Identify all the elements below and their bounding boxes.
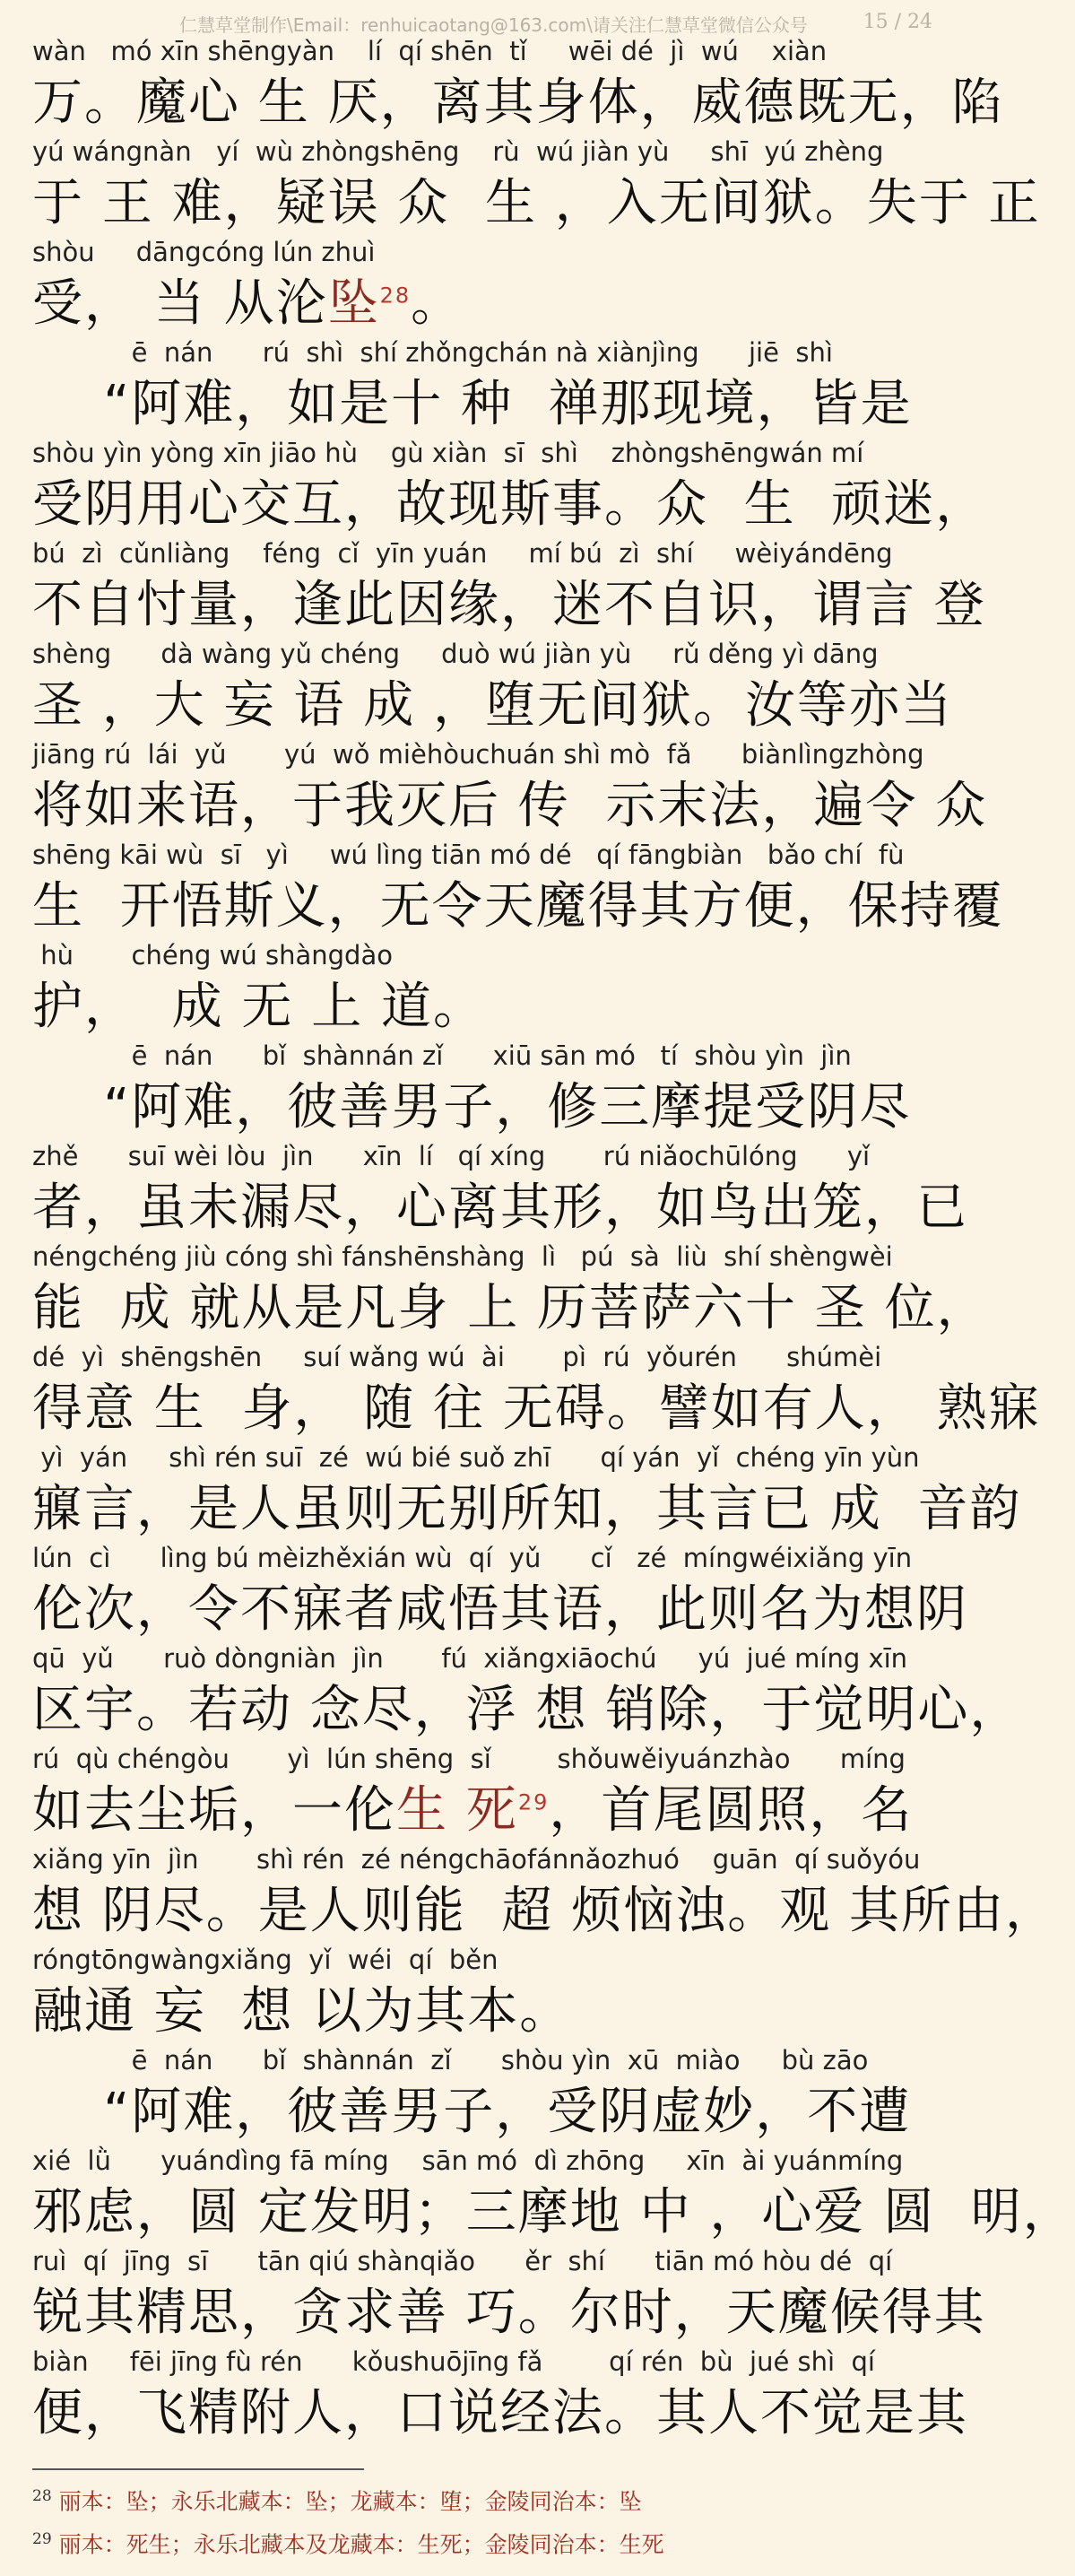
hanzi-line <box>32 2282 1001 2345</box>
highlighted-term: 生 死 <box>396 1781 518 1840</box>
text-line <box>0 438 988 538</box>
footnote-text: 丽本：死生；永乐北藏本及龙藏本：生死；金陵同治本：生死 <box>58 2531 664 2558</box>
pinyin-line: ē nán rú shì shí zhǒngchán nà xiànjìng jiē shì <box>32 337 833 368</box>
text-line <box>0 136 1041 237</box>
hanzi-line <box>32 474 1001 536</box>
hanzi-text: 者，虽未漏尽，心离其形，如鸟出笼，已 <box>32 1179 968 1237</box>
text-line <box>0 538 986 639</box>
pinyin-line: ruì qí jīng sī tān qiú shànqiǎo ěr shí tiān mó hòu dé qí <box>32 2246 893 2276</box>
pinyin-line: rú qù chéngòu yì lún shēng sǐ shǒuwěiyuánzhào míng <box>32 1744 906 1774</box>
hanzi-text: 融通 妄 想 以为其本。 <box>32 1982 572 2041</box>
footnote-marker[interactable]: 29 <box>517 1789 550 1815</box>
text-line <box>0 1141 968 1241</box>
text-line <box>0 337 968 438</box>
text-line <box>0 2246 986 2346</box>
pinyin-line: shèng dà wàng yǔ chéng duò wú jiàn yù rǔ děng yì dāng <box>32 639 879 669</box>
text-line <box>0 36 1004 136</box>
hanzi-text: “阿难，彼善男子，修三摩提受阴尽 <box>32 1078 912 1136</box>
hanzi-line <box>32 373 1001 436</box>
pinyin-line: qū yǔ ruò dòngniàn jìn fú xiǎngxiāochú yú jué míng xīn <box>32 1643 908 1674</box>
pinyin-line: shòu dāngcóng lún zhuì <box>32 237 376 267</box>
text-line <box>0 1643 1022 1744</box>
text-line <box>0 1040 968 1141</box>
text-line <box>0 1241 989 1342</box>
footnotes <box>32 2477 929 2564</box>
hanzi-line <box>32 775 1001 838</box>
text-line <box>0 739 988 840</box>
hanzi-line <box>32 1076 1001 1139</box>
hanzi-text: 伦次，令不寐者咸悟其语，此则名为想阴 <box>32 1580 968 1639</box>
pinyin-line: ē nán bǐ shànnán zǐ shòu yìn xū miào bù zāo <box>32 2045 869 2076</box>
pinyin-line: hù chéng wú shàngdào <box>32 940 393 970</box>
pinyin-line: xié lǜ yuándìng fā míng sān mó dì zhōng xīn ài yuánmíng <box>32 2145 904 2176</box>
hanzi-line <box>32 2181 1075 2244</box>
hanzi-line <box>32 2382 1001 2445</box>
hanzi-text: 如去尘垢，一伦 <box>32 1781 396 1840</box>
hanzi-text: 便，飞精附人，口说经法。其人不觉是其 <box>32 2384 968 2442</box>
text-line <box>0 1945 968 2045</box>
text-line <box>0 2346 968 2447</box>
text-line <box>0 2045 968 2145</box>
pinyin-line: ē nán bǐ shànnán zǐ xiū sān mó tí shòu yìn jìn <box>32 1040 852 1071</box>
hanzi-line <box>32 1579 1001 1641</box>
hanzi-line <box>32 1980 1001 2043</box>
hanzi-text: 于 王 难，疑误 众 生 ，入无间狱。失于 正 <box>32 174 1041 232</box>
hanzi-text: 邪虑，圆 定发明；三摩地 中 ，心爱 圆 明， <box>32 2183 1075 2241</box>
hanzi-line <box>32 1679 1022 1742</box>
hanzi-text: 圣 ，大 妄 语 成 ，堕无间狱。汝等亦当 <box>32 676 954 735</box>
page-number: 15 / 24 <box>863 11 932 33</box>
footnote-29 <box>32 2520 929 2563</box>
hanzi-text: 将如来语，于我灭后 传 示末法，遍令 众 <box>32 777 988 835</box>
footnote-number: 28 <box>32 2487 52 2505</box>
footnote-number: 29 <box>32 2530 52 2549</box>
page-header <box>0 4 968 39</box>
pinyin-line: jiāng rú lái yǔ yú wǒ mièhòuchuán shì mò fǎ biànlìngzhòng <box>32 739 924 770</box>
text-line <box>0 1744 968 1844</box>
hanzi-line <box>32 172 1041 235</box>
pinyin-line: yú wángnàn yí wù zhòngshēng rù wú jiàn yù shī yú zhèng <box>32 136 884 167</box>
hanzi-text: 生 开悟斯义，无令天魔得其方便，保持覆 <box>32 877 1004 936</box>
pinyin-line: shēng kāi wù sī yì wú lìng tiān mó dé qí fāngbiàn bǎo chí fù <box>32 840 905 870</box>
hanzi-line <box>32 2081 1001 2144</box>
pinyin-line: shòu yìn yòng xīn jiāo hù gù xiàn sī shì zhòngshēngwán mí <box>32 438 864 468</box>
pinyin-line: néngchéng jiù cóng shì fánshēnshàng lì pú sà liù shí shèngwèi <box>32 1241 893 1272</box>
pinyin-line: yì yán shì rén suī zé wú bié suǒ zhī qí yán yǐ chéng yīn yùn <box>32 1442 920 1473</box>
hanzi-line <box>32 1378 1041 1440</box>
hanzi-text: 受阴用心交互，故现斯事。众 生 顽迷， <box>32 475 988 534</box>
footnote-divider <box>32 2468 364 2470</box>
pinyin-line: bú zì cǔnliàng féng cǐ yīn yuán mí bú zì shí wèiyándēng <box>32 538 893 569</box>
pinyin-line: lún cì lìng bú mèizhěxián wù qí yǔ cǐ zé míngwéixiǎng yīn <box>32 1543 913 1573</box>
hanzi-line <box>32 574 1001 637</box>
pinyin-line: dé yì shēngshēn suí wǎng wú ài pì rú yǒurén shúmèi <box>32 1342 882 1372</box>
hanzi-text: “阿难，彼善男子，受阴虚妙，不遭 <box>32 2083 912 2141</box>
footnote-marker[interactable]: 28 <box>379 283 412 309</box>
text-line <box>0 940 968 1040</box>
hanzi-text: 受， 当 从沦 <box>32 274 328 333</box>
hanzi-text: 不自忖量，逢此因缘，迷不自识，谓言 登 <box>32 576 986 634</box>
pinyin-line: wàn mó xīn shēngyàn lí qí shēn tǐ wēi dé jì wú xiàn <box>32 36 828 66</box>
hanzi-text: 锐其精思，贪求善 巧。尔时，天魔候得其 <box>32 2284 986 2342</box>
hanzi-line <box>32 1880 1058 1943</box>
pinyin-line: zhě suī wèi lòu jìn xīn lí qí xíng rú niǎochūlóng yǐ <box>32 1141 871 1171</box>
header-title: 仁慧草堂制作\Email：renhuicaotang@163.com\请关注仁慧草堂微信公众号 <box>179 14 808 36</box>
hanzi-text: “阿难，如是十 种 禅那现境，皆是 <box>32 375 913 433</box>
text-line <box>0 1342 1041 1442</box>
hanzi-line <box>32 1177 1001 1240</box>
text-line <box>0 2145 1075 2246</box>
hanzi-text: 万。魔心 生 厌，离其身体，威德既无，陷 <box>32 74 1004 132</box>
hanzi-text: 护， 成 无 上 道。 <box>32 978 486 1036</box>
pinyin-line: xiǎng yīn jìn shì rén zé néngchāofánnǎozhuó guān qí suǒyóu <box>32 1844 921 1875</box>
hanzi-line <box>32 1478 1022 1541</box>
hanzi-line <box>32 1780 1001 1842</box>
hanzi-line <box>32 875 1004 938</box>
pinyin-line: biàn fēi jīng fù rén kǒushuōjīng fǎ qí rén bù jué shì qí <box>32 2346 875 2377</box>
text-line <box>0 1844 1058 1945</box>
hanzi-text: 区宇。若动 念尽，浮 想 销除，于觉明心， <box>32 1681 1022 1739</box>
highlighted-term: 坠 <box>327 274 380 333</box>
hanzi-text: 得意 生 身， 随 往 无碍。譬如有人， 熟寐 <box>32 1379 1041 1438</box>
footnote-text: 丽本：坠；永乐北藏本：坠；龙藏本：堕；金陵同治本：坠 <box>58 2488 642 2515</box>
hanzi-text-after: ，首尾圆照，名 <box>549 1781 914 1840</box>
pinyin-line: róngtōngwàngxiǎng yǐ wéi qí běn <box>32 1945 498 1975</box>
text-line <box>0 639 968 739</box>
hanzi-line <box>32 1277 1001 1340</box>
hanzi-line <box>32 976 1001 1039</box>
hanzi-line <box>32 674 1001 737</box>
hanzi-text: 想 阴尽。是人则能 超 烦恼浊。观 其所由， <box>32 1882 1058 1940</box>
hanzi-text-after: 。 <box>411 274 464 333</box>
hanzi-text: 能 成 就从是凡身 上 历菩萨六十 圣 位， <box>32 1279 989 1337</box>
text-line <box>0 1543 968 1643</box>
hanzi-line <box>32 273 1001 335</box>
text-line <box>0 1442 1022 1543</box>
footnote-28 <box>32 2477 929 2520</box>
text-line <box>0 237 968 337</box>
hanzi-text: 寱言，是人虽则无别所知，其言已 成 音韵 <box>32 1480 1022 1538</box>
text-line <box>0 840 1004 940</box>
hanzi-line <box>32 72 1004 135</box>
